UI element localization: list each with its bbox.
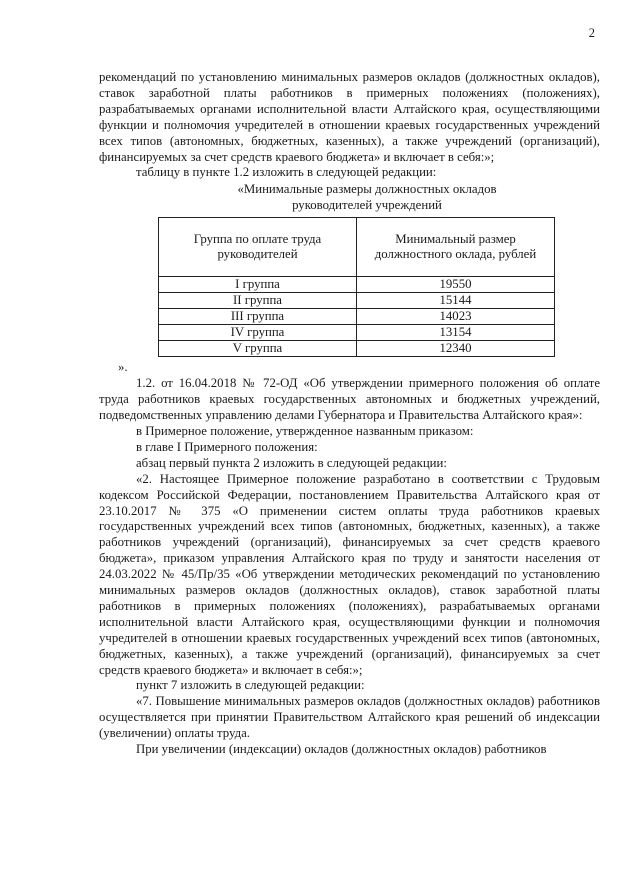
table-row xyxy=(159,309,555,325)
table-header-cell: Минимальный размер должностного оклада, рублей xyxy=(357,218,555,277)
table-cell: 19550 xyxy=(357,277,555,293)
table-cell: III группа xyxy=(159,309,357,325)
table-cell: IV группа xyxy=(159,325,357,341)
table-cell: 14023 xyxy=(357,309,555,325)
table-title-line: руководителей учреждений xyxy=(292,198,442,213)
page-number: 2 xyxy=(588,26,595,40)
table-title xyxy=(221,181,513,213)
paragraph: «2. Настоящее Примерное положение разработано в соответствии с Трудовым кодексом Российской Федерации, постановлением Правительства Алтайского края от 23.10.2017 № 375 «О применении систем оплаты труда работников краевых государственных учреждений всех типов (автономных, бюджетных, казенных), а также работников учреждений (организаций), финансируемых за счет средств краевого бюджета», приказом управления Алтайского края по труду и занятости населения от 24.03.2022 № 45/Пр/35 «Об утверждении методических рекомендаций по установлению минимальных размеров окладов (должностных окладов), ставок заработной платы работников в примерных положениях (положениях), разрабатываемых органами исполнительной власти Алтайского края, осуществляющими функции и полномочия учредителей в отношении краевых государственных учреждений всех типов (автономных, бюджетных, казенных), а также учреждений (организаций), финансируемых за счет средств краевого бюджета» и включает в себя:»; xyxy=(99,471,600,677)
paragraph: рекомендаций по установлению минимальных размеров окладов (должностных окладов), ставок заработной платы работников в примерных положениях (положениях), разрабатываемых органами исполнительной власти Алтайского края, осуществляющими функции и полномочия учредителей в отношении краевых государственных учреждений всех типов (автономных, бюджетных, казенных), а также учреждений (организаций), финансируемых за счет средств краевого бюджета» и включает в себя:»; xyxy=(99,70,600,164)
table-header-row xyxy=(159,218,555,277)
paragraph: пункт 7 изложить в следующей редакции: xyxy=(136,678,365,693)
table-row xyxy=(159,341,555,357)
document-body xyxy=(99,70,600,758)
paragraph: в Примерное положение, утвержденное названным приказом: xyxy=(136,423,474,438)
salary-table xyxy=(158,217,555,357)
table-cell: V группа xyxy=(159,341,357,357)
paragraph: в главе I Примерного положения: xyxy=(136,439,318,454)
table-row xyxy=(159,325,555,341)
table-cell: 12340 xyxy=(357,341,555,357)
paragraph: При увеличении (индексации) окладов (должностных окладов) работников xyxy=(136,742,547,757)
table-cell: 15144 xyxy=(357,293,555,309)
paragraph: 1.2. от 16.04.2018 № 72-ОД «Об утверждении примерного положения об оплате труда работников краевых государственных автономных и бюджетных учреждений, подведомственных управлению делами Губернатора и Правительства Алтайского края»: xyxy=(99,376,600,423)
closing-quote: ». xyxy=(118,360,128,375)
table-cell: I группа xyxy=(159,277,357,293)
paragraph: абзац первый пункта 2 изложить в следующей редакции: xyxy=(136,455,447,470)
paragraph: «7. Повышение минимальных размеров окладов (должностных окладов) работников осуществляется при принятии Правительством Алтайского края решений об индексации (увеличении) оплаты труда. xyxy=(99,694,600,741)
table-header-cell: Группа по оплате труда руководителей xyxy=(159,218,357,277)
table-title-line: «Минимальные размеры должностных окладов xyxy=(237,182,497,197)
paragraph: таблицу в пункте 1.2 изложить в следующей редакции: xyxy=(136,165,437,180)
table-cell: 13154 xyxy=(357,325,555,341)
table-cell: II группа xyxy=(159,293,357,309)
table-row xyxy=(159,293,555,309)
table-row xyxy=(159,277,555,293)
